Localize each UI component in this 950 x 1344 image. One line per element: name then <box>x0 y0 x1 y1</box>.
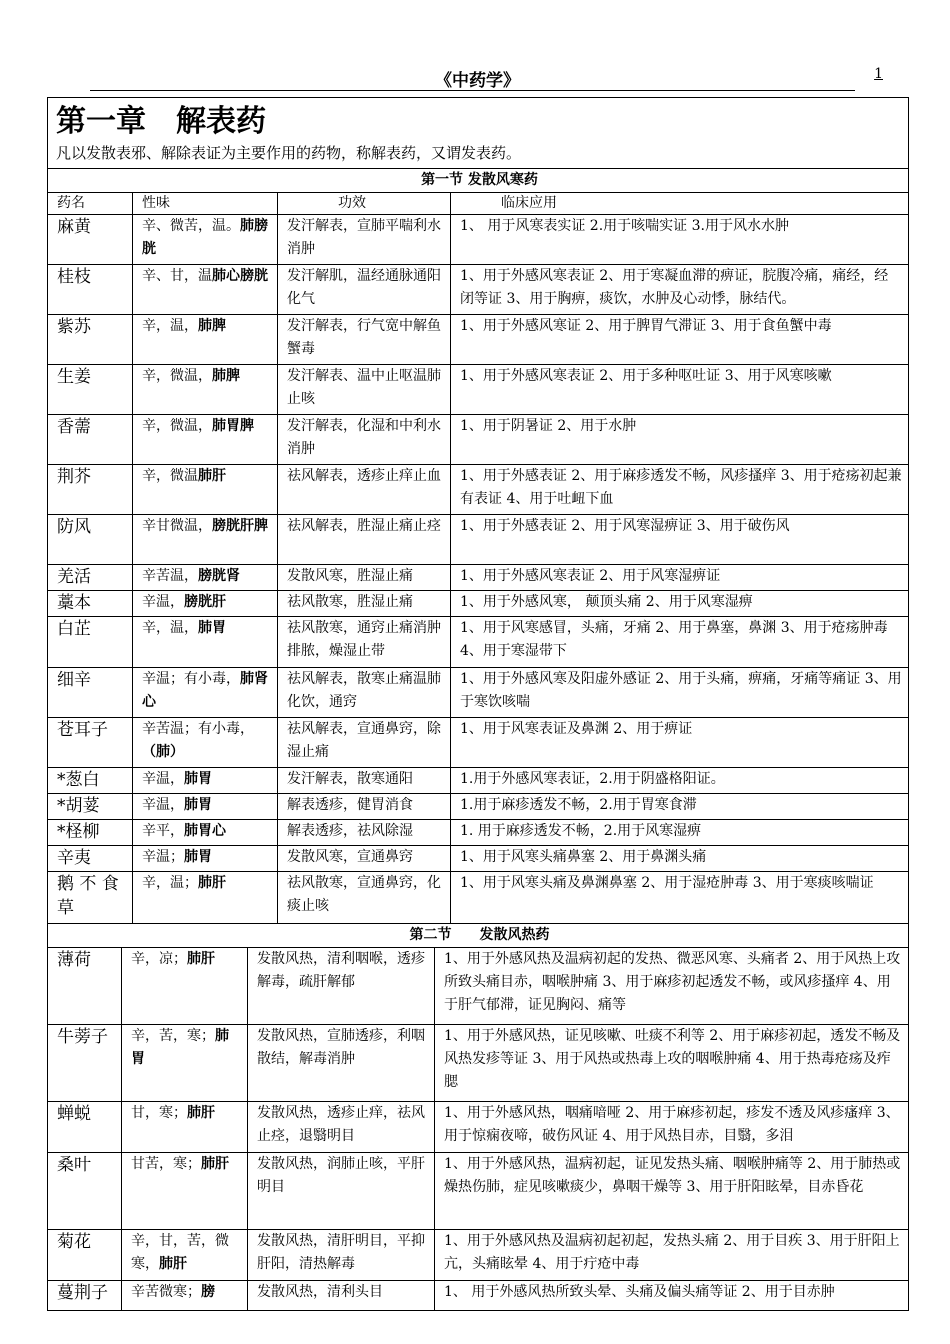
herb-effect: 发汗解肌，温经通脉通阳化气 <box>278 265 451 315</box>
header-rule <box>90 90 855 91</box>
herb-name: 麻黄 <box>48 215 133 265</box>
herb-taste-channel <box>133 315 278 365</box>
herb-row <box>48 565 909 591</box>
herb-taste: 辛，微温， <box>142 368 212 384</box>
herb-taste-channel <box>133 465 278 515</box>
herb-taste-channel <box>122 948 248 1025</box>
herb-channel: 肺肝 <box>159 1256 187 1272</box>
herb-name: 紫苏 <box>48 315 133 365</box>
herb-clinical-use: 1、用于外感风热及温病初起初起，发热头痛 2、用于目疾 3、用于肝阳上亢，头痛眩晕 4、用于疔疮中毒 <box>435 1230 909 1281</box>
section2-title: 第二节 发散风热药 <box>48 924 909 948</box>
herb-effect: 发汗解表，散寒通阳 <box>278 768 451 794</box>
herb-name: 菊花 <box>48 1230 122 1281</box>
herb-taste-channel <box>133 617 278 668</box>
herb-effect: 祛风解表，胜湿止痛止痉 <box>278 515 451 565</box>
herb-channel: 肺肝 <box>187 1105 215 1121</box>
herb-name: *葱白 <box>48 768 133 794</box>
herb-taste: 辛平， <box>142 823 184 839</box>
herb-row <box>48 465 909 515</box>
herb-taste: 甘，寒； <box>131 1105 187 1121</box>
herb-clinical-use: 1、用于风寒表证及鼻渊 2、用于痹证 <box>451 718 909 768</box>
herb-effect: 发散风热，清肝明目，平抑肝阳，清热解毒 <box>248 1230 435 1281</box>
herb-name: 荆芥 <box>48 465 133 515</box>
herb-channel: 膀胱肝脾 <box>212 518 268 534</box>
herb-taste-channel <box>133 846 278 872</box>
herb-effect: 祛风散寒，宣通鼻窍，化痰止咳 <box>278 872 451 924</box>
chapter-definition: 凡以发散表邪、解除表证为主要作用的药物，称解表药，又谓发表药。 <box>56 144 522 162</box>
herb-clinical-use: 1、用于外感风热，咽痛喑哑 2、用于麻疹初起，疹发不透及风疹瘙痒 3、用于惊痫夜啼，破伤风证 4、用于风热目赤，目翳，多泪 <box>435 1102 909 1153</box>
herb-effect: 发散风热，润肺止咳，平肝明目 <box>248 1153 435 1230</box>
herb-effect: 发散风热，清利咽喉，透疹解毒，疏肝解郁 <box>248 948 435 1025</box>
herb-name: 羌活 <box>48 565 133 591</box>
herb-channel: 膀胱肾 <box>198 568 240 584</box>
herb-taste-channel <box>133 718 278 768</box>
herb-clinical-use: 1、用于外感风寒表证 2、用于多种呕吐证 3、用于风寒咳嗽 <box>451 365 909 415</box>
herb-row <box>48 872 909 924</box>
herb-clinical-use: 1、用于外感风寒证 2、用于脾胃气滞证 3、用于食鱼蟹中毒 <box>451 315 909 365</box>
herb-clinical-use: 1、用于外感风热及温病初起的发热、微恶风寒、头痛者 2、用于风热上攻所致头痛目赤，咽喉肿痛 3、用于麻疹初起透发不畅，或风疹搔痒 4、用于肝气郁滞，证见胸闷、痛等 <box>435 948 909 1025</box>
herb-row <box>48 768 909 794</box>
herb-row <box>48 1230 909 1281</box>
herb-clinical-use: 1、用于外感表证 2、用于麻疹透发不畅，风疹搔痒 3、用于疮疡初起兼有表证 4、用于吐衄下血 <box>451 465 909 515</box>
herb-taste-channel <box>133 668 278 718</box>
herb-taste-channel <box>122 1281 248 1311</box>
herb-row <box>48 1281 909 1311</box>
herb-name: 防风 <box>48 515 133 565</box>
book-title: 《中药学》 <box>435 71 520 91</box>
column-header-use: 临床应用 <box>451 193 909 215</box>
herb-effect: 发散风热，透疹止痒，祛风止痉，退翳明目 <box>248 1102 435 1153</box>
herb-channel: 肺胃 <box>198 620 226 636</box>
herb-row <box>48 591 909 617</box>
page-number: 1 <box>874 66 883 82</box>
herb-row <box>48 948 909 1025</box>
herb-taste: 辛，微温， <box>142 418 212 434</box>
herb-row <box>48 1153 909 1230</box>
herb-taste: 辛苦温， <box>142 568 198 584</box>
herb-clinical-use: 1.用于外感风寒表证，2.用于阴盛格阳证。 <box>451 768 909 794</box>
herb-taste: 辛，微温 <box>142 468 198 484</box>
herb-effect: 发散风热，清利头目 <box>248 1281 435 1311</box>
herb-effect: 发汗解表、温中止呕温肺止咳 <box>278 365 451 415</box>
herb-effect: 发散风寒，宣通鼻窍 <box>278 846 451 872</box>
herb-name: 桑叶 <box>48 1153 122 1230</box>
herb-taste: 辛，温， <box>142 318 198 334</box>
herb-row <box>48 718 909 768</box>
herb-channel: 肺胃 <box>184 771 212 787</box>
herb-name: *胡荽 <box>48 794 133 820</box>
column-header-name: 药名 <box>48 193 133 215</box>
section2-table <box>47 923 909 1311</box>
herb-effect: 发汗解表，行气宽中解鱼蟹毒 <box>278 315 451 365</box>
herb-taste-channel <box>122 1230 248 1281</box>
herb-taste: 辛温， <box>142 771 184 787</box>
herb-taste: 辛，甘，苦，微寒， <box>131 1233 229 1272</box>
herb-clinical-use: 1、用于外感风寒， 颠顶头痛 2、用于风寒湿痹 <box>451 591 909 617</box>
herb-channel: 肺肝 <box>198 468 226 484</box>
herb-row <box>48 617 909 668</box>
herb-clinical-use: 1、用于风寒头痛鼻塞 2、用于鼻渊头痛 <box>451 846 909 872</box>
herb-name: *柽柳 <box>48 820 133 846</box>
herb-name: 桂枝 <box>48 265 133 315</box>
herb-channel: 肺胃脾 <box>212 418 254 434</box>
herb-channel: 肺肝 <box>198 875 226 891</box>
herb-channel: 肺膀胱 <box>142 218 268 257</box>
herb-taste: 辛温， <box>142 797 184 813</box>
herb-taste-channel <box>133 565 278 591</box>
herb-channel: （肺） <box>142 744 184 760</box>
herb-taste-channel <box>133 215 278 265</box>
herb-effect: 祛风解表，宣通鼻窍，除湿止痛 <box>278 718 451 768</box>
herb-taste-channel <box>122 1153 248 1230</box>
herb-taste-channel <box>133 265 278 315</box>
herb-clinical-use: 1、 用于外感风热所致头晕、头痛及偏头痛等证 2、用于目赤肿 <box>435 1281 909 1311</box>
herb-channel: 肺胃 <box>184 849 212 865</box>
herb-taste-channel <box>133 872 278 924</box>
herb-channel: 肺肝 <box>201 1156 229 1172</box>
herb-name: 白芷 <box>48 617 133 668</box>
herb-name: 生姜 <box>48 365 133 415</box>
herb-row <box>48 846 909 872</box>
herb-row <box>48 365 909 415</box>
herb-clinical-use: 1、用于阴暑证 2、用于水肿 <box>451 415 909 465</box>
herb-name: 苍耳子 <box>48 718 133 768</box>
herb-effect: 解表透疹，健胃消食 <box>278 794 451 820</box>
herb-row <box>48 415 909 465</box>
herb-taste: 甘苦，寒； <box>131 1156 201 1172</box>
herb-clinical-use: 1、用于外感风热，温病初起，证见发热头痛、咽喉肿痛等 2、用于肺热或燥热伤肺，症见咳嗽痰少，鼻咽干燥等 3、用于肝阳眩晕，目赤昏花 <box>435 1153 909 1230</box>
herb-taste-channel <box>133 365 278 415</box>
herb-row <box>48 315 909 365</box>
herb-row <box>48 515 909 565</box>
herb-name: 薄荷 <box>48 948 122 1025</box>
herb-taste-channel <box>133 415 278 465</box>
herb-clinical-use: 1、用于风寒头痛及鼻渊鼻塞 2、用于湿疮肿毒 3、用于寒痰咳喘证 <box>451 872 909 924</box>
herb-channel: 肺肾心 <box>142 671 268 710</box>
herb-channel: 肺心膀胱 <box>212 268 268 284</box>
herb-row <box>48 265 909 315</box>
herb-clinical-use: 1、用于外感表证 2、用于风寒湿痹证 3、用于破伤风 <box>451 515 909 565</box>
herb-name: 蔓荆子 <box>48 1281 122 1311</box>
herb-channel: 肺胃心 <box>184 823 226 839</box>
herb-channel: 肺脾 <box>212 368 240 384</box>
herb-channel: 肺胃 <box>131 1028 229 1067</box>
herb-taste-channel <box>133 515 278 565</box>
herb-row <box>48 1025 909 1102</box>
herb-taste-channel <box>122 1025 248 1102</box>
herb-clinical-use: 1、用于外感风热，证见咳嗽、吐痰不利等 2、用于麻疹初起，透发不畅及风热发疹等证 3、用于风热或热毒上攻的咽喉肿痛 4、用于热毒疮疡及痄腮 <box>435 1025 909 1102</box>
herb-taste: 辛、甘，温 <box>142 268 212 284</box>
herb-channel: 肺脾 <box>198 318 226 334</box>
herb-name: 辛夷 <box>48 846 133 872</box>
herb-taste: 辛甘微温， <box>142 518 212 534</box>
herb-effect: 发散风热，宣肺透疹，利咽散结，解毒消肿 <box>248 1025 435 1102</box>
herb-effect: 祛风解表，透疹止痒止血 <box>278 465 451 515</box>
chapter-title: 第一章 解表药 <box>56 104 266 139</box>
herb-channel: 肺肝 <box>187 951 215 967</box>
herb-row <box>48 668 909 718</box>
herb-taste: 辛温， <box>142 594 184 610</box>
herb-effect: 祛风散寒，通窍止痛消肿排脓，燥湿止带 <box>278 617 451 668</box>
herb-channel: 膀 <box>201 1284 215 1300</box>
herb-effect: 发汗解表，宣肺平喘利水消肿 <box>278 215 451 265</box>
herb-clinical-use: 1、用于外感风寒表证 2、用于风寒湿痹证 <box>451 565 909 591</box>
herb-taste: 辛温；有小毒， <box>142 671 240 687</box>
herb-effect: 祛风解表，散寒止痛温肺化饮，通窍 <box>278 668 451 718</box>
herb-effect: 祛风散寒，胜湿止痛 <box>278 591 451 617</box>
herb-name: 藁本 <box>48 591 133 617</box>
herb-taste: 辛，温， <box>142 620 198 636</box>
page-header <box>90 62 883 92</box>
herb-taste: 辛、微苦，温。 <box>142 218 240 234</box>
herb-taste: 辛温； <box>142 849 184 865</box>
herb-clinical-use: 1、用于风寒感冒，头痛，牙痛 2、用于鼻塞，鼻渊 3、用于疮疡肿毒 4、用于寒湿带下 <box>451 617 909 668</box>
herb-taste-channel <box>133 591 278 617</box>
herb-row <box>48 820 909 846</box>
section1-table <box>47 168 909 924</box>
herb-channel: 肺胃 <box>184 797 212 813</box>
chapter-intro-cell <box>48 98 909 169</box>
herb-name: 蝉蜕 <box>48 1102 122 1153</box>
herb-row <box>48 1102 909 1153</box>
herb-taste: 辛，温； <box>142 875 198 891</box>
herb-name: 鹅 不 食草 <box>48 872 133 924</box>
herb-clinical-use: 1. 用于麻疹透发不畅，2.用于风寒湿痹 <box>451 820 909 846</box>
herb-effect: 发汗解表，化湿和中利水消肿 <box>278 415 451 465</box>
herb-taste-channel <box>133 768 278 794</box>
herb-clinical-use: 1、用于外感风寒表证 2、用于寒凝血滞的痹证，脘腹冷痛，痛经，经闭等证 3、用于胸痹，痰饮，水肿及心动悸，脉结代。 <box>451 265 909 315</box>
herb-name: 细辛 <box>48 668 133 718</box>
herb-name: 香薷 <box>48 415 133 465</box>
herb-row <box>48 215 909 265</box>
column-header-effect: 功效 <box>278 193 451 215</box>
column-header-taste: 性味 <box>133 193 278 215</box>
herb-taste-channel <box>133 820 278 846</box>
herb-clinical-use: 1.用于麻疹透发不畅，2.用于胃寒食滞 <box>451 794 909 820</box>
section1-title: 第一节 发散风寒药 <box>48 169 909 193</box>
herb-taste-channel <box>133 794 278 820</box>
chapter-intro <box>47 97 909 169</box>
herb-effect: 发散风寒，胜湿止痛 <box>278 565 451 591</box>
herb-taste: 辛苦微寒； <box>131 1284 201 1300</box>
herb-taste: 辛苦温；有小毒， <box>142 721 254 737</box>
herb-table-sheet <box>47 97 909 1311</box>
herb-effect: 解表透疹，祛风除湿 <box>278 820 451 846</box>
herb-clinical-use: 1、 用于风寒表实证 2.用于咳喘实证 3.用于风水水肿 <box>451 215 909 265</box>
herb-clinical-use: 1、用于外感风寒及阳虚外感证 2、用于头痛，痹痛，牙痛等痛证 3、用于寒饮咳喘 <box>451 668 909 718</box>
herb-channel: 膀胱肝 <box>184 594 226 610</box>
herb-taste: 辛，凉； <box>131 951 187 967</box>
herb-taste: 辛，苦，寒； <box>131 1028 215 1044</box>
herb-name: 牛蒡子 <box>48 1025 122 1102</box>
herb-row <box>48 794 909 820</box>
herb-taste-channel <box>122 1102 248 1153</box>
